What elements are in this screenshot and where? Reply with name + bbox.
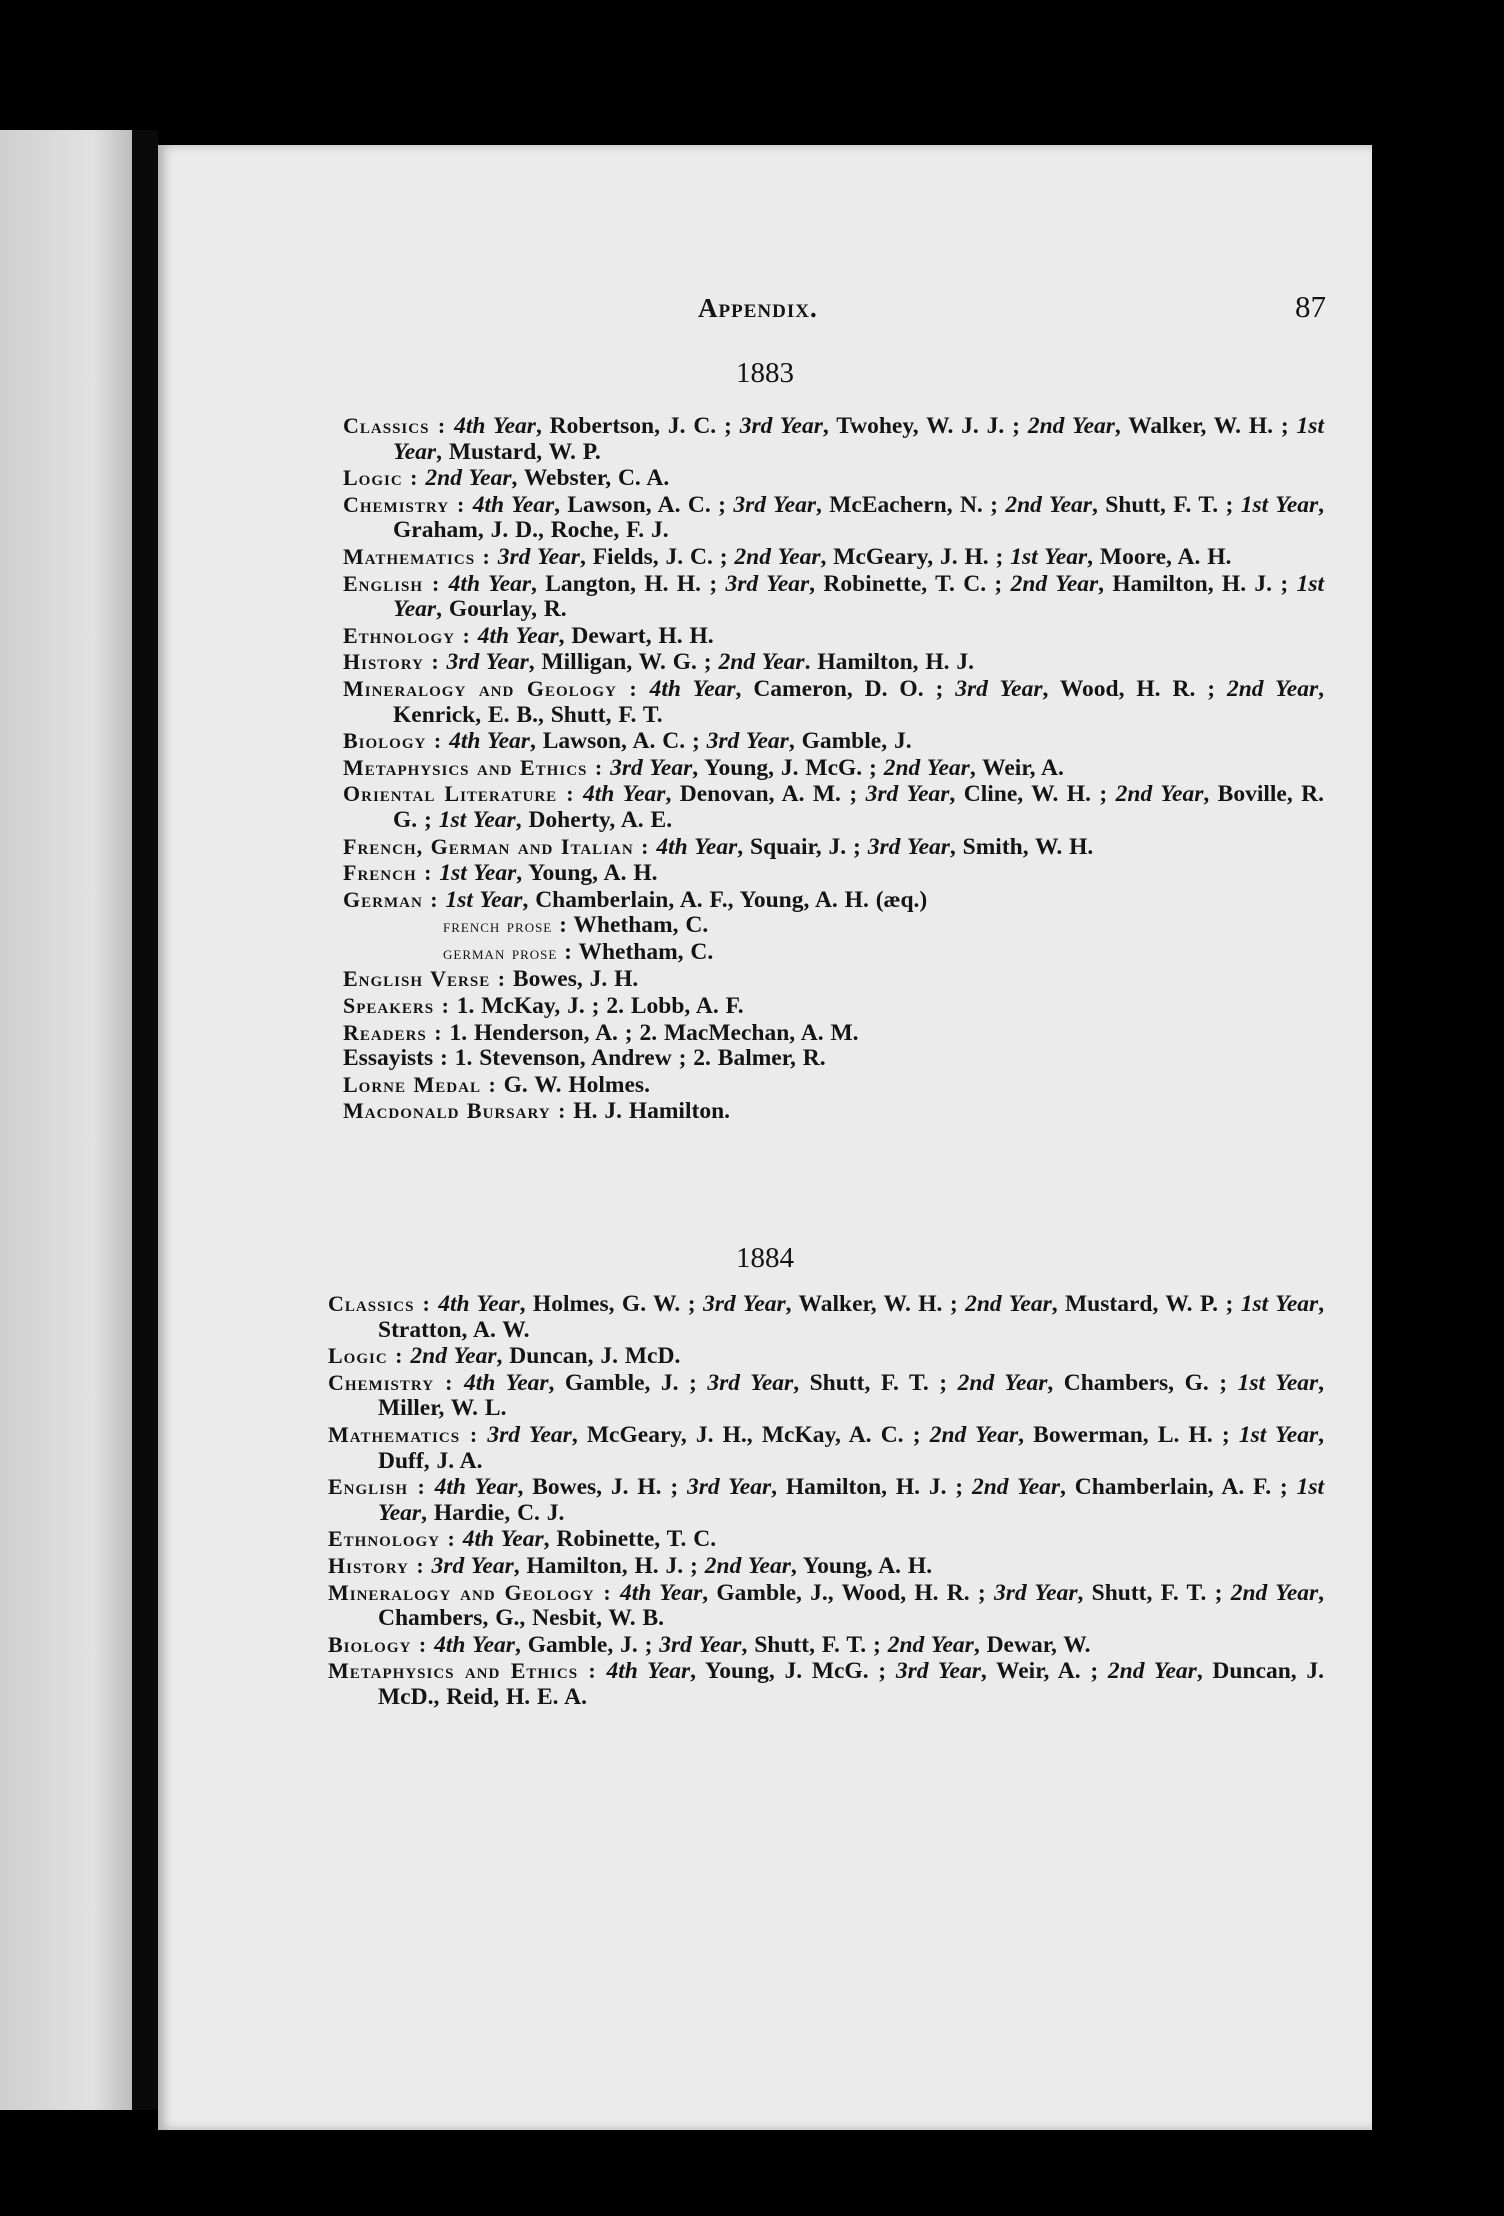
recipient-names: , Lawson, A. C. ; — [554, 491, 734, 518]
subject-label: Biology : — [343, 728, 443, 754]
recipient-names: , Webster, C. A. — [511, 465, 670, 492]
year-of-study: 2nd Year — [1107, 1658, 1197, 1685]
year-of-study: 4th Year — [477, 622, 559, 649]
year-of-study: 3rd Year — [446, 649, 529, 676]
subject-label: Speakers : — [343, 993, 450, 1019]
recipient-names: , Young, J. McG. ; — [690, 1658, 896, 1685]
subject-label: Mineralogy and Geology : — [343, 675, 638, 701]
award-entry — [343, 676, 1324, 728]
year-of-study: 3rd Year — [702, 1291, 786, 1317]
subject-label: History : — [328, 1552, 425, 1578]
year-of-study: 3rd Year — [733, 491, 816, 518]
recipient-names: , Duncan, J. McD., Reid, H. E. A. — [378, 1658, 1324, 1710]
recipient-names: , McGeary, J. H., McKay, A. C. ; — [571, 1421, 930, 1448]
award-entry — [328, 1553, 1324, 1580]
recipient-names: , Shutt, F. T. ; — [1077, 1579, 1231, 1606]
year-of-study: 4th Year — [649, 675, 736, 702]
year-of-study: 3rd Year — [993, 1579, 1078, 1606]
subject-label: English Verse : — [343, 966, 507, 992]
recipient-names: , Hamilton, H. J. ; — [513, 1552, 705, 1579]
recipient-names: : Whetham, C. — [564, 938, 714, 965]
subject-label: french prose — [443, 916, 553, 937]
recipient-names: , Dewar, W. — [973, 1631, 1091, 1658]
recipient-names: , Kenrick, E. B., Shutt, F. T. — [393, 675, 1324, 728]
recipient-names: , Milligan, W. G. ; — [528, 649, 719, 676]
recipient-names: , Miller, W. L. — [378, 1369, 1325, 1422]
recipient-names: , Young, J. McG. ; — [692, 754, 884, 781]
year-of-study: 3rd Year — [687, 1474, 772, 1501]
year-of-study: 2nd Year — [965, 1291, 1052, 1317]
facing-page-edge — [0, 130, 132, 2110]
recipient-names: , Twohey, W. J. J. ; — [822, 413, 1028, 439]
recipient-names: , Young, A. H. — [516, 860, 658, 887]
subject-label: Mathematics : — [328, 1421, 479, 1447]
award-entry — [328, 1343, 1324, 1370]
recipient-names: 1. Henderson, A. ; 2. MacMechan, A. M. — [449, 1019, 859, 1046]
recipient-names: , Gamble, J. ; — [514, 1631, 660, 1658]
award-entry — [328, 1580, 1324, 1632]
subject-label: Logic : — [343, 465, 419, 491]
recipient-names: , Hardie, C. J. — [421, 1499, 565, 1526]
recipient-names: , Young, A. H. — [790, 1552, 933, 1579]
year-of-study: 3rd Year — [659, 1631, 742, 1658]
recipient-names: Bowes, J. H. — [512, 966, 639, 993]
recipient-names: , Cameron, D. O. ; — [735, 675, 956, 702]
recipient-names: , Fields, J. C. ; — [579, 543, 735, 570]
year-of-study: 3rd Year — [707, 1369, 794, 1396]
year-of-study: 1st Year — [1238, 1421, 1319, 1448]
awards-list-1884 — [328, 1291, 1324, 1711]
award-entry — [328, 1291, 1324, 1343]
recipient-names: G. W. Holmes. — [503, 1071, 650, 1098]
subject-label: Chemistry : — [328, 1369, 454, 1395]
recipient-names: , Robinette, T. C. — [543, 1526, 717, 1553]
year-of-study: 2nd Year — [734, 543, 821, 570]
recipient-names: , Duff, J. A. — [378, 1421, 1324, 1474]
award-entry — [328, 1370, 1324, 1422]
year-of-study: 2nd Year — [410, 1343, 497, 1370]
year-of-study: 4th Year — [434, 1631, 515, 1658]
recipient-names: , Doherty, A. E. — [515, 806, 673, 833]
year-of-study: 2nd Year — [704, 1552, 791, 1579]
recipient-names: , Lawson, A. C. ; — [529, 728, 707, 755]
year-of-study: 1st Year — [439, 860, 517, 887]
recipient-names: , Graham, J. D., Roche, F. J. — [393, 491, 1325, 544]
award-entry — [343, 913, 1324, 940]
recipient-names: , Holmes, G. W. ; — [519, 1291, 703, 1317]
recipient-names: , McGeary, J. H. ; — [820, 543, 1011, 570]
year-heading-1884: 1884 — [736, 1242, 794, 1274]
recipient-names: , Bowerman, L. H. ; — [1018, 1421, 1239, 1448]
recipient-names: , Gourlay, R. — [436, 596, 567, 623]
running-title: Appendix. — [698, 293, 818, 323]
year-of-study: 2nd Year — [971, 1474, 1061, 1501]
year-of-study: 3rd Year — [865, 781, 950, 808]
recipient-names: , Chamberlain, A. F., Young, A. H. (æq.) — [522, 886, 928, 913]
page-number: 87 — [1295, 289, 1326, 324]
recipient-names: , Walker, W. H. ; — [1114, 413, 1297, 439]
recipient-names: , Duncan, J. McD. — [496, 1343, 681, 1370]
recipient-names: , Hamilton, H. J. ; — [771, 1474, 972, 1501]
year-of-study: 4th Year — [434, 1474, 518, 1501]
year-of-study: 3rd Year — [725, 570, 810, 597]
year-of-study: 3rd Year — [739, 413, 823, 439]
recipient-names: , McEachern, N. ; — [815, 491, 1006, 518]
year-of-study: 2nd Year — [1115, 781, 1204, 808]
award-entry — [343, 492, 1324, 544]
year-of-study: 3rd Year — [487, 1421, 572, 1448]
year-of-study: 4th Year — [462, 1526, 544, 1553]
recipient-names: , Robinette, T. C. ; — [809, 570, 1011, 597]
recipient-names: , Mustard, W. P. — [436, 438, 601, 465]
recipient-names: H. J. Hamilton. — [573, 1098, 731, 1125]
recipient-names: , Bowes, J. H. ; — [517, 1474, 687, 1501]
year-of-study: 3rd Year — [610, 754, 693, 781]
recipient-names: . Hamilton, H. J. — [804, 649, 975, 676]
year-of-study: 3rd Year — [895, 1658, 981, 1685]
subject-label: Logic : — [328, 1343, 404, 1369]
recipient-names: , Mustard, W. P. ; — [1051, 1291, 1241, 1317]
year-of-study: 2nd Year — [425, 465, 512, 492]
year-of-study: 2nd Year — [1005, 491, 1092, 518]
year-of-study: 4th Year — [464, 1369, 549, 1396]
subject-label: Biology : — [328, 1631, 428, 1657]
recipient-names: , Smith, W. H. — [949, 833, 1094, 860]
awards-list-1883 — [343, 413, 1324, 1125]
recipient-names: , Chambers, G. ; — [1047, 1369, 1238, 1396]
year-of-study: 4th Year — [438, 1291, 520, 1317]
year-of-study: 3rd Year — [955, 675, 1043, 702]
award-entry — [343, 781, 1324, 833]
year-of-study: 4th Year — [454, 413, 536, 439]
recipient-names: , Moore, A. H. — [1087, 543, 1232, 570]
year-of-study: 2nd Year — [957, 1369, 1048, 1396]
recipient-names: , Squair, J. ; — [737, 833, 868, 860]
award-entry — [328, 1422, 1324, 1474]
award-entry — [343, 940, 1324, 967]
recipient-names: , Gamble, J. — [788, 728, 912, 755]
subject-label: Mathematics : — [343, 543, 491, 569]
year-of-study: 2nd Year — [718, 649, 805, 676]
book-spine — [132, 130, 158, 2110]
subject-label: Essayists : — [343, 1045, 448, 1072]
subject-label: Macdonald Bursary : — [343, 1098, 567, 1124]
year-of-study: 1st Year — [393, 413, 1324, 465]
subject-label: Metaphysics and Ethics : — [343, 754, 604, 780]
award-entry — [343, 728, 1324, 755]
recipient-names: 1. Stevenson, Andrew ; 2. Balmer, R. — [454, 1045, 826, 1072]
year-of-study: 4th Year — [472, 491, 555, 518]
year-of-study: 4th Year — [448, 570, 532, 597]
subject-label: Mineralogy and Geology : — [328, 1579, 612, 1605]
year-of-study: 1st Year — [393, 570, 1324, 623]
award-entry — [343, 993, 1324, 1020]
recipient-names: , Weir, A. — [969, 754, 1064, 781]
award-entry — [343, 966, 1324, 993]
year-of-study: 1st Year — [1237, 1369, 1319, 1396]
recipient-names: , Stratton, A. W. — [378, 1291, 1325, 1343]
year-of-study: 1st Year — [438, 806, 516, 833]
subject-label: English : — [328, 1474, 426, 1500]
recipient-names: , Boville, R. G. ; — [393, 781, 1325, 833]
recipient-names: , Shutt, F. T. ; — [793, 1369, 958, 1396]
year-heading-1883: 1883 — [736, 357, 794, 389]
year-of-study: 2nd Year — [883, 754, 970, 781]
year-of-study: 2nd Year — [887, 1631, 974, 1658]
year-of-study: 2nd Year — [929, 1421, 1019, 1448]
subject-label: French : — [343, 860, 433, 886]
recipient-names: , Shutt, F. T. ; — [1091, 491, 1241, 518]
year-of-study: 1st Year — [1240, 491, 1319, 518]
year-of-study: 4th Year — [619, 1579, 703, 1606]
award-entry — [343, 1020, 1324, 1047]
award-entry — [343, 1046, 1324, 1072]
year-of-study: 2nd Year — [1226, 675, 1319, 702]
recipient-names: , Wood, H. R. ; — [1042, 675, 1227, 702]
recipient-names: , Walker, W. H. ; — [785, 1291, 966, 1317]
award-entry — [328, 1632, 1324, 1659]
award-entry — [343, 755, 1324, 782]
award-entry — [343, 834, 1324, 861]
award-entry — [343, 860, 1324, 887]
year-of-study: 2nd Year — [1027, 413, 1115, 439]
year-of-study: 1st Year — [1010, 543, 1088, 570]
recipient-names: , Cline, W. H. ; — [949, 781, 1116, 808]
subject-label: Lorne Medal : — [343, 1071, 497, 1097]
subject-label: Ethnology : — [343, 622, 471, 648]
recipient-names: , Chambers, G., Nesbit, W. B. — [378, 1579, 1325, 1632]
year-of-study: 3rd Year — [497, 543, 580, 570]
award-entry — [343, 544, 1324, 571]
subject-label: History : — [343, 649, 440, 675]
recipient-names: : Whetham, C. — [559, 912, 709, 939]
year-of-study: 4th Year — [449, 728, 530, 755]
award-entry — [343, 571, 1324, 623]
award-entry — [328, 1474, 1324, 1526]
recipient-names: , Hamilton, H. J. ; — [1098, 570, 1297, 597]
year-of-study: 4th Year — [583, 781, 666, 808]
recipient-names: , Weir, A. ; — [980, 1658, 1108, 1685]
year-of-study: 4th Year — [606, 1658, 691, 1685]
book-page — [158, 145, 1372, 2130]
subject-label: Readers : — [343, 1019, 443, 1045]
award-entry — [343, 413, 1324, 465]
recipient-names: , Gamble, J., Wood, H. R. ; — [702, 1579, 994, 1606]
recipient-names: , Robertson, J. C. ; — [535, 413, 740, 439]
recipient-names: , Langton, H. H. ; — [531, 570, 726, 597]
recipient-names: 1. McKay, J. ; 2. Lobb, A. F. — [456, 993, 744, 1020]
recipient-names: , Denovan, A. M. ; — [665, 781, 866, 808]
subject-label: Chemistry : — [343, 491, 466, 517]
award-entry — [343, 465, 1324, 492]
year-of-study: 3rd Year — [867, 833, 950, 860]
subject-label: Ethnology : — [328, 1526, 456, 1552]
recipient-names: , Gamble, J. ; — [548, 1369, 708, 1396]
year-of-study: 3rd Year — [431, 1552, 514, 1579]
award-entry — [328, 1658, 1324, 1710]
year-of-study: 3rd Year — [706, 728, 789, 755]
recipient-names: , Dewart, H. H. — [558, 622, 714, 649]
award-entry — [343, 1072, 1324, 1099]
year-of-study: 2nd Year — [1230, 1579, 1319, 1606]
year-of-study: 1st Year — [378, 1474, 1325, 1526]
recipient-names: , Shutt, F. T. ; — [741, 1631, 888, 1658]
recipient-names: , Chamberlain, A. F. ; — [1060, 1474, 1297, 1501]
subject-label: Oriental Literature : — [343, 781, 575, 807]
subject-label: French, German and Italian : — [343, 833, 650, 859]
award-entry — [343, 623, 1324, 650]
year-of-study: 2nd Year — [1010, 570, 1099, 597]
subject-label: German : — [343, 886, 439, 912]
subject-label: Metaphysics and Ethics : — [328, 1658, 597, 1684]
subject-label: Classics : — [343, 413, 447, 438]
year-of-study: 1st Year — [445, 886, 523, 913]
award-entry — [343, 887, 1324, 914]
award-entry — [328, 1526, 1324, 1553]
award-entry — [343, 1098, 1324, 1125]
year-of-study: 1st Year — [1240, 1291, 1319, 1317]
year-of-study: 4th Year — [656, 833, 738, 860]
subject-label: Classics : — [328, 1291, 431, 1316]
award-entry — [343, 649, 1324, 676]
subject-label: german prose — [443, 942, 558, 963]
subject-label: English : — [343, 570, 441, 596]
